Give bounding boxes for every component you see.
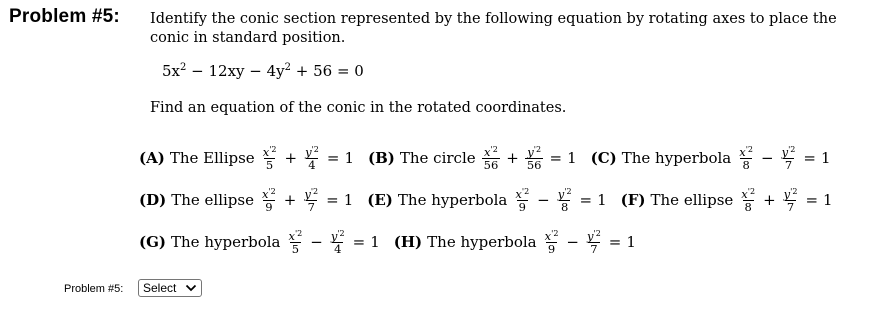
numerator-variable: y	[305, 144, 312, 159]
fraction-numerator	[782, 188, 800, 200]
fraction-denominator: 7	[784, 157, 793, 172]
fraction-denominator: 8	[560, 199, 569, 214]
fraction-numerator	[303, 146, 321, 158]
option-rhs: 1	[626, 233, 636, 251]
fraction-denominator: 9	[518, 199, 526, 214]
equals-sign: =	[608, 233, 622, 251]
operator: +	[763, 191, 776, 209]
equation-exponent: 2	[180, 62, 187, 73]
numerator-variable: y	[587, 228, 594, 243]
answer-select[interactable]	[138, 279, 202, 297]
numerator-variable: x	[261, 186, 269, 201]
equals-sign: =	[805, 191, 819, 209]
fraction-y	[302, 188, 320, 213]
option-rhs: 1	[567, 149, 577, 167]
fraction-denominator: 7	[786, 199, 795, 214]
option-rhs: 1	[820, 149, 831, 167]
option-rhs: 1	[597, 191, 607, 209]
fraction-y	[329, 230, 347, 255]
fraction-x	[261, 146, 279, 171]
option-text: The hyperbola	[397, 191, 508, 209]
numerator-variable: x	[741, 186, 748, 201]
prime-squared: '2	[269, 144, 277, 154]
numerator-variable: x	[262, 144, 270, 159]
option-rhs: 1	[344, 149, 354, 167]
prime-squared: '2	[268, 186, 276, 196]
fraction-denominator: 5	[265, 157, 274, 172]
prime-squared: '2	[790, 186, 798, 196]
fraction-denominator: 5	[291, 241, 300, 256]
answer-label: Problem #5:	[64, 283, 124, 295]
option-rhs: 1	[370, 233, 380, 251]
operator: +	[283, 191, 297, 209]
numerator-variable: y	[330, 228, 338, 243]
equals-sign: =	[579, 191, 593, 209]
fraction-denominator: 8	[742, 157, 750, 172]
operator: −	[310, 233, 323, 251]
option-label: (F)	[620, 191, 646, 209]
prime-squared: '2	[593, 228, 601, 238]
fraction-denominator: 9	[547, 241, 556, 256]
numerator-variable: x	[288, 228, 295, 243]
equals-sign: =	[352, 233, 366, 251]
fraction-y	[780, 146, 798, 171]
option-b	[368, 146, 577, 171]
fraction-numerator	[556, 188, 574, 200]
equation-term-xy-y: − 12xy − 4y	[186, 62, 285, 80]
operator: −	[761, 149, 774, 167]
given-equation	[162, 62, 364, 80]
operator: −	[537, 191, 550, 209]
chevron-down-icon	[185, 283, 197, 293]
fraction-denominator: 8	[744, 199, 752, 214]
fraction-numerator	[260, 188, 278, 200]
prime-squared: '2	[788, 144, 796, 154]
fraction-x	[739, 188, 757, 213]
fraction-numerator	[585, 230, 603, 242]
fraction-x	[513, 188, 531, 213]
equals-sign: =	[803, 149, 816, 167]
fraction-y	[303, 146, 321, 171]
option-label: (H)	[393, 233, 423, 251]
problem-number: Problem #5:	[9, 6, 120, 27]
option-f	[621, 188, 833, 213]
fraction-denominator: 56	[526, 157, 542, 172]
numerator-variable: y	[783, 186, 791, 201]
prime-squared: '2	[294, 228, 303, 238]
fraction-numerator	[286, 230, 304, 242]
fraction-x	[543, 230, 561, 255]
option-text: The hyperbola	[171, 233, 281, 251]
equals-sign: =	[326, 191, 339, 209]
option-h	[394, 230, 636, 255]
options-row-3	[139, 228, 650, 256]
option-label: (D)	[139, 191, 167, 209]
option-rhs: 1	[823, 191, 833, 209]
equation-term-5x: 5x	[162, 62, 181, 80]
option-label: (G)	[139, 233, 167, 251]
fraction-y	[782, 188, 800, 213]
fraction-denominator: 4	[334, 241, 342, 256]
fraction-numerator	[780, 146, 798, 158]
option-text: The ellipse	[650, 191, 734, 209]
option-c	[591, 146, 831, 171]
options-row-2	[139, 186, 847, 214]
operator: +	[506, 149, 519, 167]
fraction-denominator: 56	[483, 157, 499, 172]
fraction-numerator	[525, 146, 543, 158]
equals-sign: =	[326, 149, 340, 167]
prime-squared: '2	[310, 186, 319, 196]
option-d	[139, 188, 353, 213]
equation-exponent: 2	[284, 62, 292, 73]
numerator-variable: x	[739, 144, 746, 159]
prime-squared: '2	[564, 186, 572, 196]
fraction-numerator	[261, 146, 279, 158]
fraction-y	[525, 146, 544, 171]
prime-squared: '2	[337, 228, 345, 238]
prime-squared: '2	[551, 228, 559, 238]
numerator-variable: x	[515, 186, 522, 201]
option-label: (E)	[367, 191, 393, 209]
equals-sign: =	[549, 149, 563, 167]
fraction-numerator	[329, 230, 347, 242]
equation-rhs: + 56 = 0	[291, 62, 364, 80]
fraction-x	[260, 188, 278, 213]
numerator-variable: y	[557, 186, 565, 201]
option-text: The Ellipse	[169, 149, 255, 167]
fraction-x	[286, 230, 304, 255]
option-text: The circle	[399, 149, 476, 167]
option-label: (A)	[139, 149, 165, 167]
option-a	[139, 146, 354, 171]
fraction-y	[556, 188, 574, 213]
prime-squared: '2	[533, 144, 542, 154]
numerator-variable: x	[544, 228, 552, 243]
option-e	[367, 188, 606, 213]
fraction-denominator: 7	[590, 241, 598, 256]
option-g	[139, 230, 380, 255]
fraction-numerator	[543, 230, 561, 242]
option-text: The ellipse	[171, 191, 254, 209]
fraction-numerator	[513, 188, 531, 200]
select-value: Select	[143, 281, 177, 295]
fraction-denominator: 9	[265, 199, 273, 214]
option-text: The hyperbola	[621, 149, 732, 167]
option-text: The hyperbola	[427, 233, 537, 251]
prime-squared: '2	[747, 186, 756, 196]
fraction-denominator: 4	[308, 157, 316, 172]
operator: −	[566, 233, 579, 251]
fraction-numerator	[737, 146, 755, 158]
fraction-denominator: 7	[307, 199, 315, 214]
option-label: (B)	[367, 149, 395, 167]
operator: +	[284, 149, 298, 167]
fraction-numerator	[739, 188, 757, 200]
numerator-variable: y	[781, 144, 789, 159]
option-label: (C)	[590, 149, 617, 167]
problem-prompt: Identify the conic section represented by the following equation by rotating axes to place the conic in standard position.	[150, 11, 837, 46]
prime-squared: '2	[521, 186, 530, 196]
instruction-text: Find an equation of the conic in the rotated coordinates.	[150, 100, 567, 116]
prime-squared: '2	[745, 144, 754, 154]
fraction-x	[482, 146, 501, 171]
fraction-x	[737, 146, 755, 171]
option-rhs: 1	[343, 191, 354, 209]
prime-squared: '2	[490, 144, 498, 154]
fraction-numerator	[482, 146, 500, 158]
prime-squared: '2	[311, 144, 319, 154]
numerator-variable: y	[527, 144, 534, 159]
fraction-y	[585, 230, 603, 255]
fraction-numerator	[302, 188, 320, 200]
numerator-variable: y	[304, 186, 311, 201]
options-row-1	[139, 144, 845, 172]
numerator-variable: x	[484, 144, 491, 159]
